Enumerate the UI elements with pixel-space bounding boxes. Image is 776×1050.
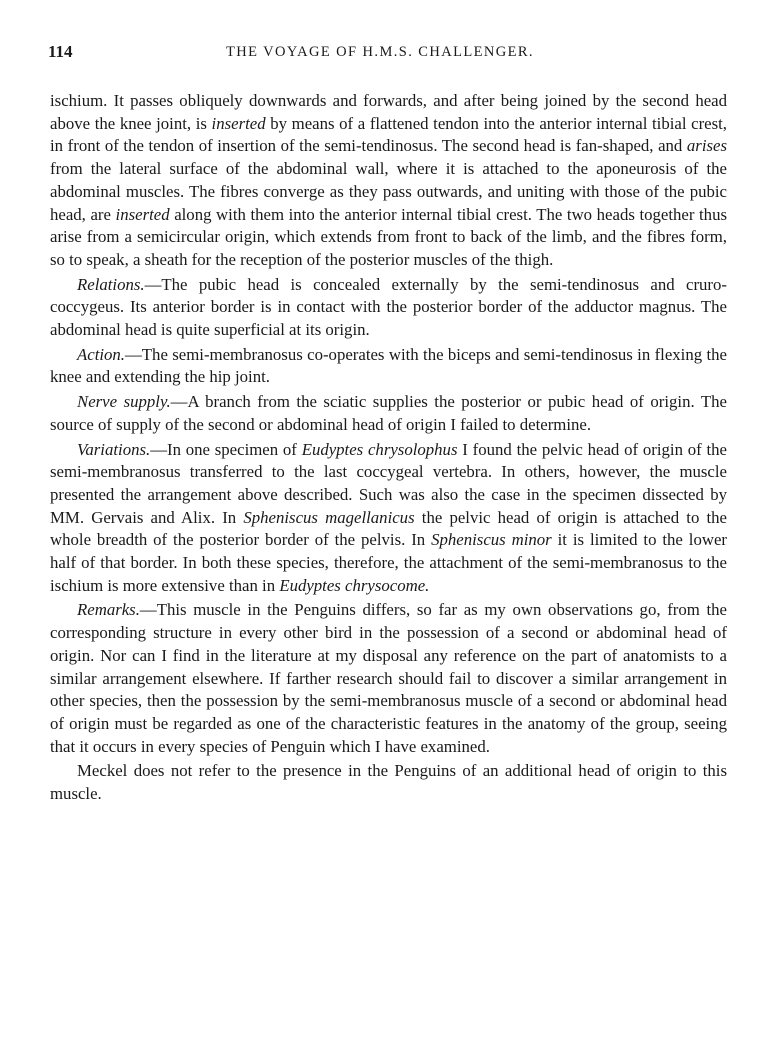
paragraph-relations: Relations.—The pubic head is concealed externally by the semi-tendinosus and cruro-coccygeus. Its anterior border is in contact with the posterior border of the adductor magnus. The abdominal head is quite superficial at its origin. [50,274,727,340]
species-name: Spheniscus magellanicus [243,507,415,527]
section-label-relations: Relations. [77,274,145,294]
italic-term: arises [686,136,727,156]
paragraph-continuation: ischium. It passes obliquely downwards and forwards, and after being joined by the second head above the knee joint, is inserted by means of a flattened tendon into the anterior internal tibial crest, in front of the tendon of insertion of the semi-tendinosus. The second head is fan-shaped, and arises from the lateral surface of the abdominal wall, where it is attached to the aponeurosis of the abdominal muscles. The fibres converge as they pass outwards, and uniting with those of the pubic head, are inserted along with them into the anterior internal tibial crest. The two heads together thus arise from a semicircular origin, which extends from front to back of the limb, and the fibres form, so to speak, a sheath for the reception of the posterior muscles of the thigh. [50,91,727,269]
paragraph-variations: Variations.—In one specimen of Eudyptes chrysolophus I found the pelvic head of origin of the semi-membranosus transferred to the last coccygeal vertebra. In others, however, the muscle presented the arrangement above described. Such was also the case in the specimen dissected by MM. Gervais and Alix. In Spheniscus magellanicus the pelvic head of origin is attached to the whole breadth of the posterior border of the pelvis. In Spheniscus minor it is limited to the lower half of that border. In both these species, therefore, the attachment of the semi-membranosus to the ischium is more extensive than in Eudyptes chrysocome. [50,439,728,595]
section-label-variations: Variations. [77,439,151,459]
section-label-nerve-supply: Nerve supply. [77,392,171,412]
species-name: Eudyptes chrysocome. [279,575,430,595]
running-head [48,42,728,66]
paragraph-remarks: Remarks.—This muscle in the Penguins differs, so far as my own observations go, from the corresponding structure in every other bird in the possession of a second or abdominal head of origin. Nor can I find in the literature at my disposal any reference on the part of anatomists to a similar arrangement elsewhere. If farther research should fail to discover a similar arrangement in other species, then the possession by the semi-membranosus muscle of a second or abdominal head of origin must be regarded as one of the characteristic features in the anatomy of the group, seeing that it occurs in every species of Penguin which I have examined. [50,600,727,756]
italic-term: inserted [211,113,266,133]
body-text [50,90,727,808]
running-title: THE VOYAGE OF H.M.S. CHALLENGER. [226,44,534,60]
section-label-remarks: Remarks. [77,600,140,620]
paragraph-action: Action.—The semi-membranosus co-operates with the biceps and semi-tendinosus in flexing the knee and extending the hip joint. [50,344,727,387]
section-label-action: Action. [77,344,126,364]
italic-term: inserted [115,204,170,224]
page-number: 114 [48,42,73,61]
paragraph-meckel: Meckel does not refer to the presence in the Penguins of an additional head of origin to this muscle. [50,761,727,804]
paragraph-nerve-supply: Nerve supply.—A branch from the sciatic supplies the posterior or pubic head of origin. The source of supply of the second or abdominal head of origin I failed to determine. [50,392,727,434]
species-name: Eudyptes chrysolophus [301,439,458,459]
species-name: Spheniscus minor [431,530,552,550]
